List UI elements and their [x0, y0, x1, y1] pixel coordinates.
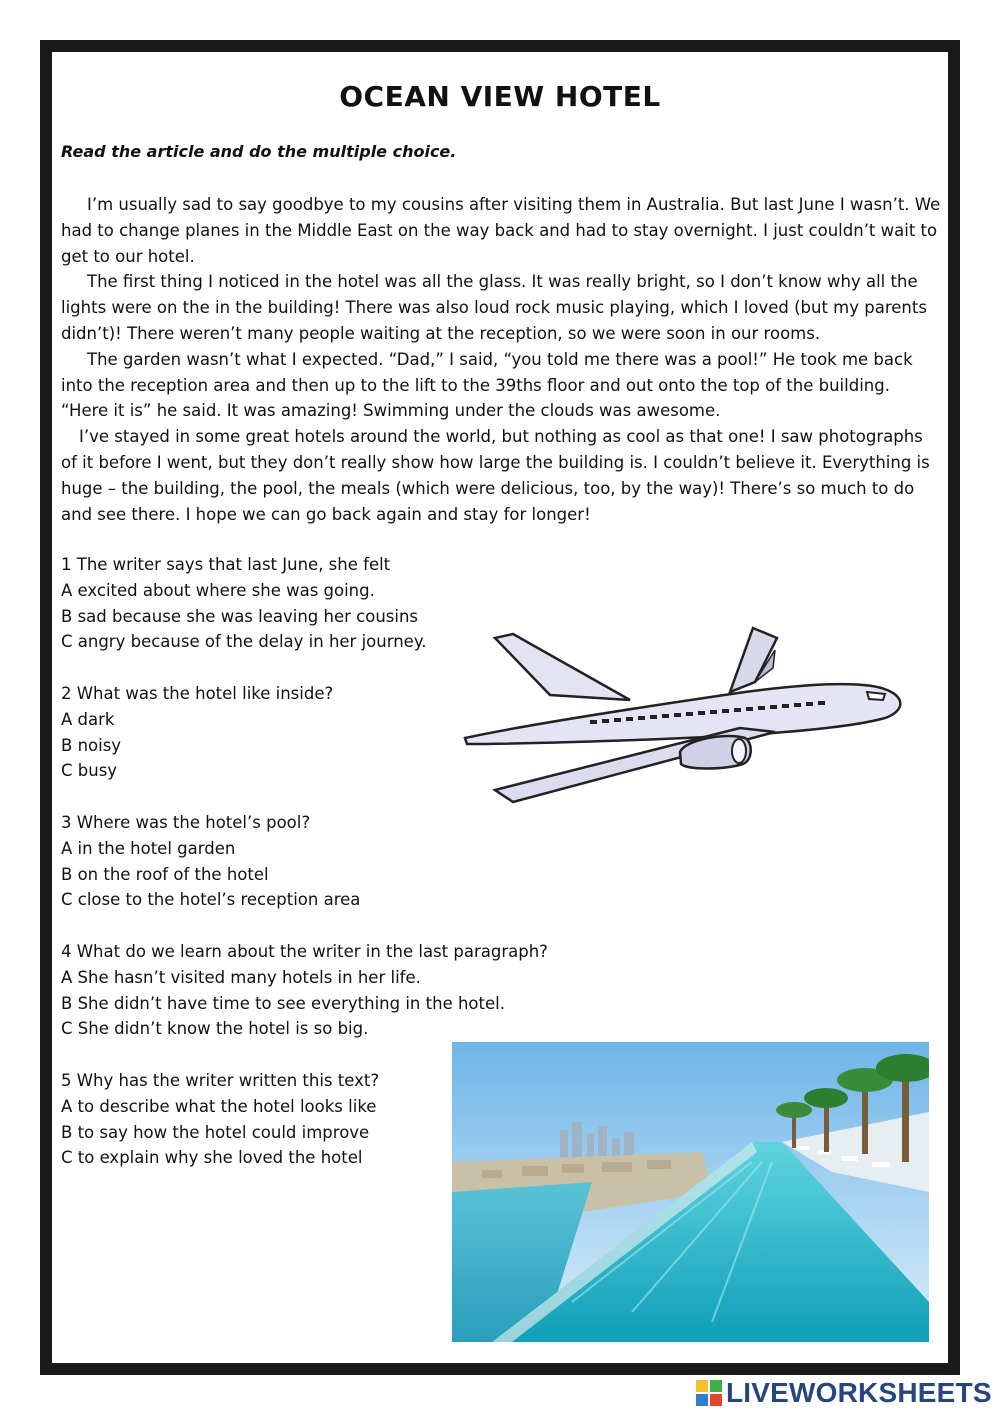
question-text: 5 Why has the writer written this text? [61, 1070, 380, 1090]
answer-option[interactable]: C to explain why she loved the hotel [61, 1148, 363, 1168]
airplane-upper-wing [495, 634, 630, 700]
answer-option[interactable]: A to describe what the hotel looks like [61, 1096, 377, 1116]
question-text: 3 Where was the hotel’s pool? [61, 812, 311, 832]
instruction-text: Read the article and do the multiple choice. [61, 142, 457, 161]
page-title: OCEAN VIEW HOTEL [339, 80, 661, 113]
article-paragraph: I’ve stayed in some great hotels around the world, but nothing as cool as that one! I saw photographs of it before I went, but they don’t really show how large the building is. I couldn’t believe it. Everything is huge – the building, the pool, the meals (which were delicious, too, by the way)! There’s so much to do and see there. I hope we can go back again and stay for longer! [61, 427, 930, 524]
liveworksheets-logo [696, 1378, 992, 1408]
article-paragraph: The garden wasn’t what I expected. “Dad,” I said, “you told me there was a pool!” He took me back into the reception area and then up to the lift to the 39ths floor and out onto the top of the building. “Here it is” he said. It was amazing! Swimming under the clouds was awesome. [61, 349, 913, 421]
airplane-fuselage [465, 684, 900, 744]
answer-option[interactable]: A dark [61, 709, 115, 729]
answer-option[interactable]: C angry because of the delay in her journey. [61, 632, 427, 652]
answer-option[interactable]: A excited about where she was going. [61, 580, 375, 600]
liveworksheets-icon [696, 1380, 722, 1406]
answer-option[interactable]: B sad because she was leaving her cousins [61, 606, 419, 626]
question-text: 2 What was the hotel like inside? [61, 683, 334, 703]
airplane-cockpit-window [867, 692, 885, 700]
question-text: 1 The writer says that last June, she felt [61, 555, 391, 574]
question-3 [61, 810, 581, 913]
answer-option[interactable]: C She didn’t know the hotel is so big. [61, 1019, 369, 1039]
article [61, 192, 941, 527]
answer-option[interactable]: B She didn’t have time to see everything in the hotel. [61, 993, 505, 1013]
question-text: 4 What do we learn about the writer in the last paragraph? [61, 941, 548, 961]
answer-option[interactable]: C close to the hotel’s reception area [61, 890, 361, 910]
answer-option[interactable]: A in the hotel garden [61, 838, 236, 858]
question-4 [61, 939, 581, 1042]
brand-name: LIVEWORKSHEETS [726, 1377, 992, 1408]
airplane-illustration [455, 620, 910, 810]
answer-option[interactable]: B to say how the hotel could improve [61, 1122, 370, 1142]
rooftop-pool-photo [452, 1042, 929, 1342]
article-paragraph: The first thing I noticed in the hotel was all the glass. It was really bright, so I don’t know why all the lights were on the in the building! There was also loud rock music playing, which I loved (but my parents didn’t)! There weren’t many people waiting at the reception, so we were soon in our rooms. [61, 272, 927, 343]
answer-option[interactable]: B on the roof of the hotel [61, 864, 269, 884]
answer-option[interactable]: C busy [61, 761, 118, 781]
answer-option[interactable]: B noisy [61, 735, 122, 755]
answer-option[interactable]: A She hasn’t visited many hotels in her life. [61, 967, 421, 987]
article-paragraph: I’m usually sad to say goodbye to my cousins after visiting them in Australia. But last June I wasn’t. We had to change planes in the Middle East on the way back and had to stay overnight. I just couldn’t wait to get to our hotel. [61, 195, 941, 266]
